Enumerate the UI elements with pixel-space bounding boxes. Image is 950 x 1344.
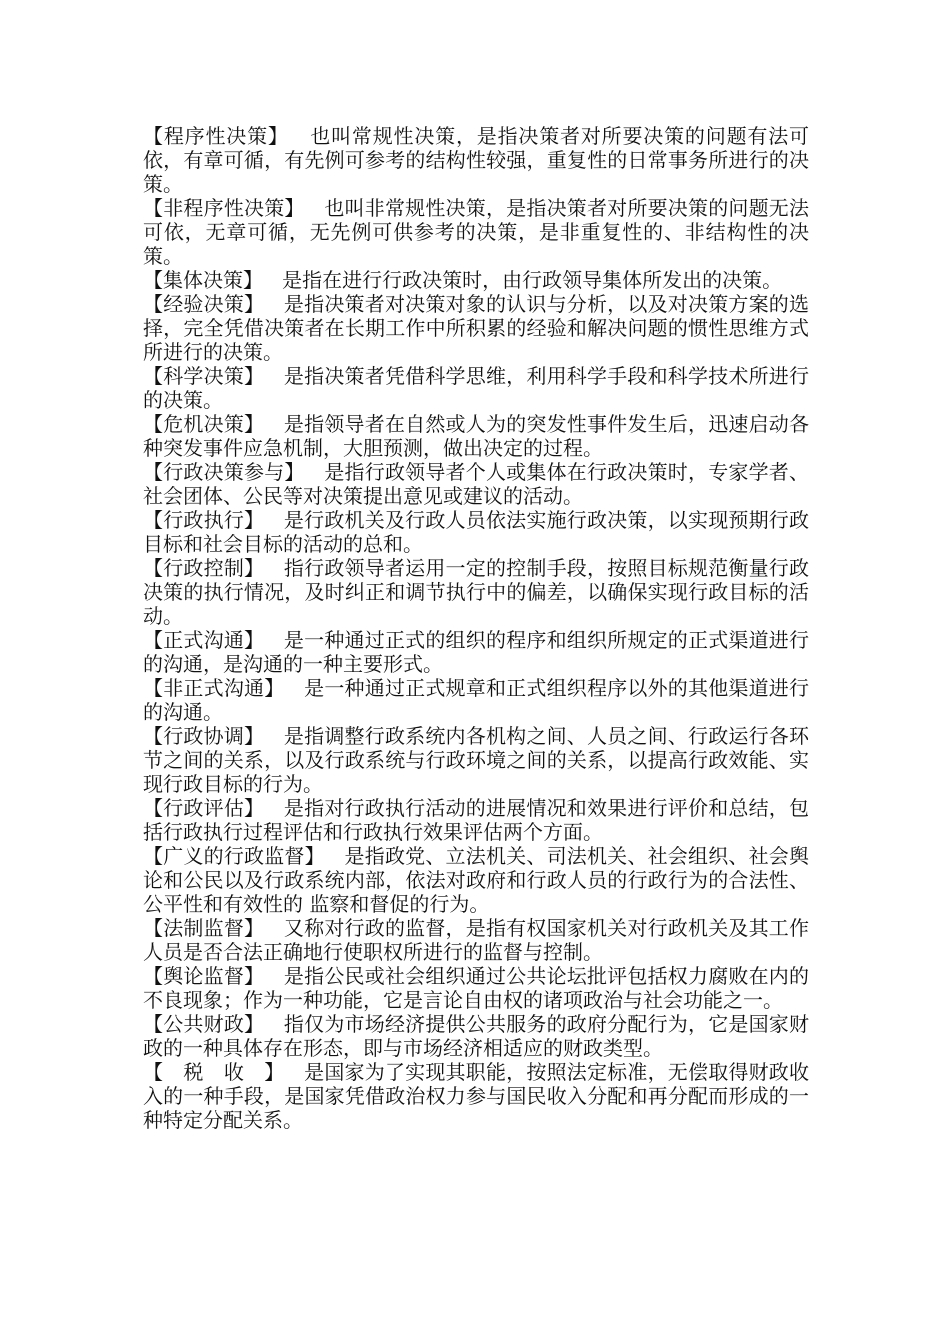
entry-term: 【行政执行】: [143, 508, 265, 532]
entry-term: 【行政控制】: [143, 556, 265, 580]
glossary-entry-7: [143, 508, 809, 556]
entry-term: 【广义的行政监督】: [143, 844, 325, 868]
entry-definition: 是指调整行政系统内各机构之间、人员之间、行政运行各环节之间的关系，以及行政系统与行政环境之间的关系，以提高行政效能、实现行政目标的行为。: [143, 724, 810, 796]
entry-term: 【科学决策】: [143, 364, 265, 388]
glossary-entry-0: [143, 124, 809, 196]
entry-term: 【正式沟通】: [143, 628, 265, 652]
entry-definition: 是指在进行行政决策时，由行政领导集体所发出的决策。: [282, 268, 783, 292]
glossary-entry-16: [143, 1012, 809, 1060]
entry-definition: 指仅为市场经济提供公共服务的政府分配行为，它是国家财政的一种具体存在形态，即与市场经济相适应的财政类型。: [143, 1012, 810, 1060]
entry-definition: 是指对行政执行活动的进展情况和效果进行评价和总结，包括行政执行过程评估和行政执行效果评估两个方面。: [143, 796, 810, 844]
entry-term: 【行政评估】: [143, 796, 265, 820]
glossary-entry-10: [143, 676, 809, 724]
entry-definition: 是指公民或社会组织通过公共论坛批评包括权力腐败在内的不良现象；作为一种功能，它是言论自由权的诸项政治与社会功能之一。: [143, 964, 810, 1012]
glossary-entry-3: [143, 292, 809, 364]
entry-definition: 是一种通过正式规章和正式组织程序以外的其他渠道进行的沟通。: [143, 676, 810, 724]
entry-definition: 是国家为了实现其职能，按照法定标准，无偿取得财政收入的一种手段，是国家凭借政治权力参与国民收入分配和再分配而形成的一种特定分配关系。: [143, 1060, 810, 1132]
glossary-entry-4: [143, 364, 809, 412]
entry-definition: 是指决策者凭借科学思维，利用科学手段和科学技术所进行的决策。: [143, 364, 810, 412]
glossary-entry-13: [143, 844, 809, 916]
entry-term: 【公共财政】: [143, 1012, 265, 1036]
glossary-entry-9: [143, 628, 809, 676]
entry-term: 【法制监督】: [143, 916, 265, 940]
entry-definition: 是指行政领导者个人或集体在行政决策时，专家学者、社会团体、公民等对决策提出意见或建议的活动。: [143, 460, 810, 508]
glossary-entry-8: [143, 556, 809, 628]
glossary-entry-14: [143, 916, 809, 964]
entry-definition: 又称对行政的监督，是指有权国家机关对行政机关及其工作人员是否合法正确地行使职权所进行的监督与控制。: [143, 916, 810, 964]
entry-term: 【 税 收 】: [143, 1060, 285, 1084]
entry-term: 【非正式沟通】: [143, 676, 285, 700]
glossary-entry-2: [143, 268, 809, 292]
entry-term: 【非程序性决策】: [143, 196, 305, 220]
entry-term: 【程序性决策】: [143, 124, 289, 148]
document-body: [143, 124, 809, 1132]
entry-term: 【舆论监督】: [143, 964, 265, 988]
glossary-entry-11: [143, 724, 809, 796]
entry-definition: 是指领导者在自然或人为的突发性事件发生后，迅速启动各种突发事件应急机制，大胆预测，做出决定的过程。: [143, 412, 810, 460]
entry-definition: 也叫常规性决策，是指决策者对所要决策的问题有法可依，有章可循，有先例可参考的结构性较强，重复性的日常事务所进行的决策。: [143, 124, 810, 196]
entry-definition: 也叫非常规性决策，是指决策者对所要决策的问题无法可依，无章可循，无先例可供参考的决策，是非重复性的、非结构性的决策。: [143, 196, 810, 268]
entry-term: 【危机决策】: [143, 412, 265, 436]
entry-definition: 是行政机关及行政人员依法实施行政决策，以实现预期行政目标和社会目标的活动的总和。: [143, 508, 810, 556]
entry-definition: 是指政党、立法机关、司法机关、社会组织、社会舆论和公民以及行政系统内部，依法对政府和行政人员的行政行为的合法性、公平性和有效性的 监察和督促的行为。: [143, 844, 810, 916]
entry-term: 【行政决策参与】: [143, 460, 305, 484]
entry-term: 【行政协调】: [143, 724, 265, 748]
entry-term: 【经验决策】: [143, 292, 265, 316]
glossary-entry-5: [143, 412, 809, 460]
glossary-entry-15: [143, 964, 809, 1012]
entry-term: 【集体决策】: [143, 268, 263, 292]
glossary-entry-17: [143, 1060, 809, 1132]
entry-definition: 是一种通过正式的组织的程序和组织所规定的正式渠道进行的沟通，是沟通的一种主要形式。: [143, 628, 810, 676]
entry-definition: 是指决策者对决策对象的认识与分析，以及对决策方案的选择，完全凭借决策者在长期工作中所积累的经验和解决问题的惯性思维方式所进行的决策。: [143, 292, 810, 364]
glossary-entry-12: [143, 796, 809, 844]
glossary-entry-1: [143, 196, 809, 268]
glossary-entry-6: [143, 460, 809, 508]
entry-definition: 指行政领导者运用一定的控制手段，按照目标规范衡量行政决策的执行情况，及时纠正和调节执行中的偏差，以确保实现行政目标的活动。: [143, 556, 810, 628]
